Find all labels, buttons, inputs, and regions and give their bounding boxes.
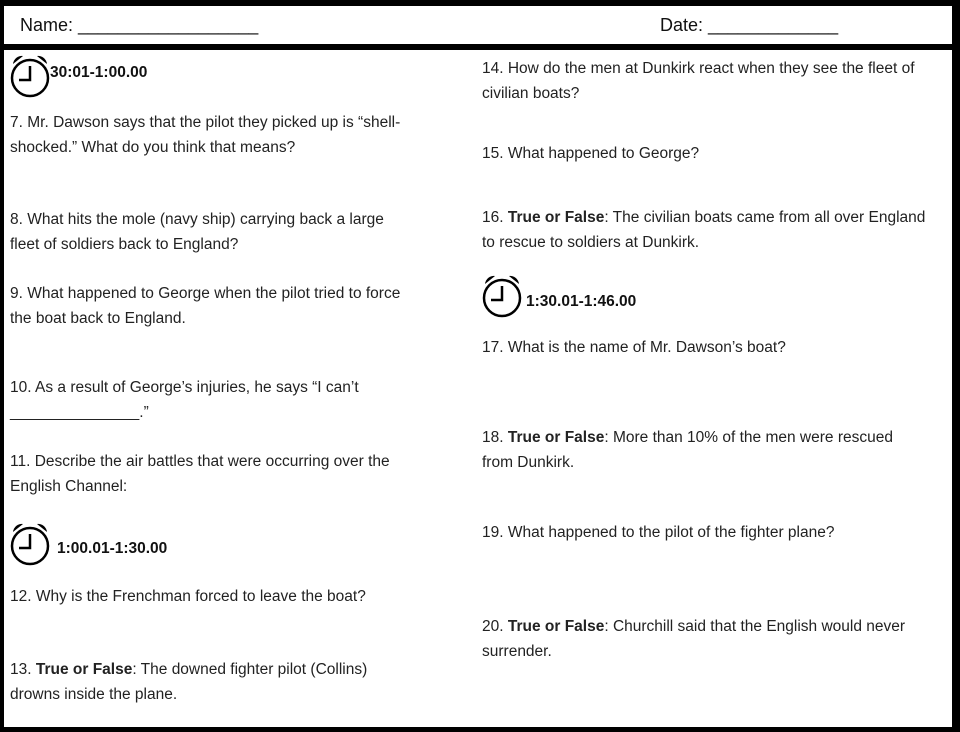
question-8: [10, 207, 384, 257]
question-text: 19. What happened to the pilot of the fighter plane?: [482, 524, 835, 541]
alarm-clock-icon: [8, 52, 52, 100]
question-number: 16.: [482, 209, 508, 226]
question-text: [482, 205, 925, 230]
question-11: [10, 449, 390, 499]
header-bar: [4, 6, 952, 44]
question-text: 17. What is the name of Mr. Dawson’s boat?: [482, 339, 786, 356]
question-text: 11. Describe the air battles that were occurring over the: [10, 453, 390, 470]
question-10: [10, 375, 359, 425]
question-number: 18.: [482, 429, 508, 446]
question-text: [482, 425, 893, 450]
question-13: [10, 657, 367, 707]
question-text: 12. Why is the Frenchman forced to leave the boat?: [10, 588, 366, 605]
question-text: [10, 657, 367, 682]
question-17: [482, 335, 786, 360]
question-18: [482, 425, 893, 475]
question-text: from Dunkirk.: [482, 454, 575, 471]
question-text: 14. How do the men at Dunkirk react when they see the fleet of: [482, 60, 915, 77]
question-number: 20.: [482, 618, 508, 635]
section-time-range: 1:00.01-1:30.00: [57, 540, 168, 557]
section-timer-1: [8, 52, 208, 100]
date-field-label: Date: _____________: [660, 15, 839, 35]
question-12: [10, 584, 366, 609]
question-text: _______________.”: [10, 404, 149, 421]
question-text: surrender.: [482, 643, 552, 660]
question-text: [482, 614, 905, 639]
true-false-label: True or False: [507, 429, 605, 446]
question-19: [482, 520, 834, 545]
question-text: : The downed fighter pilot (Collins): [132, 661, 368, 678]
worksheet-body: [4, 50, 952, 727]
alarm-clock-icon: [8, 520, 52, 568]
section-timer-3: [480, 272, 680, 320]
question-text: 7. Mr. Dawson says that the pilot they picked up is “shell-: [10, 114, 401, 131]
question-text: 15. What happened to George?: [482, 145, 700, 162]
question-text: 9. What happened to George when the pilot tried to force: [10, 285, 401, 302]
question-text: 10. As a result of George’s injuries, he says “I can’t: [10, 379, 359, 396]
question-text: : The civilian boats came from all over England: [604, 209, 926, 226]
question-20: [482, 614, 905, 664]
section-time-range: 1:30.01-1:46.00: [526, 293, 637, 310]
true-false-label: True or False: [507, 209, 605, 226]
question-text: the boat back to England.: [10, 310, 186, 327]
true-false-label: True or False: [35, 661, 133, 678]
question-16: [482, 205, 925, 255]
section-timer-2: [8, 520, 208, 568]
question-text: shocked.” What do you think that means?: [10, 139, 296, 156]
question-text: to rescue to soldiers at Dunkirk.: [482, 234, 700, 251]
question-text: : More than 10% of the men were rescued: [604, 429, 893, 446]
question-text: 8. What hits the mole (navy ship) carrying back a large: [10, 211, 384, 228]
alarm-clock-icon: [480, 272, 524, 320]
question-9: [10, 281, 400, 331]
question-text: English Channel:: [10, 478, 128, 495]
question-text: drowns inside the plane.: [10, 686, 178, 703]
question-text: civilian boats?: [482, 85, 580, 102]
question-number: 13.: [10, 661, 36, 678]
name-field-label: Name: __________________: [20, 15, 259, 35]
question-14: [482, 56, 915, 106]
section-time-range: 30:01-1:00.00: [50, 64, 148, 81]
question-7: [10, 110, 400, 160]
question-text: fleet of soldiers back to England?: [10, 236, 239, 253]
true-false-label: True or False: [507, 618, 605, 635]
question-15: [482, 141, 699, 166]
question-text: : Churchill said that the English would never: [604, 618, 906, 635]
